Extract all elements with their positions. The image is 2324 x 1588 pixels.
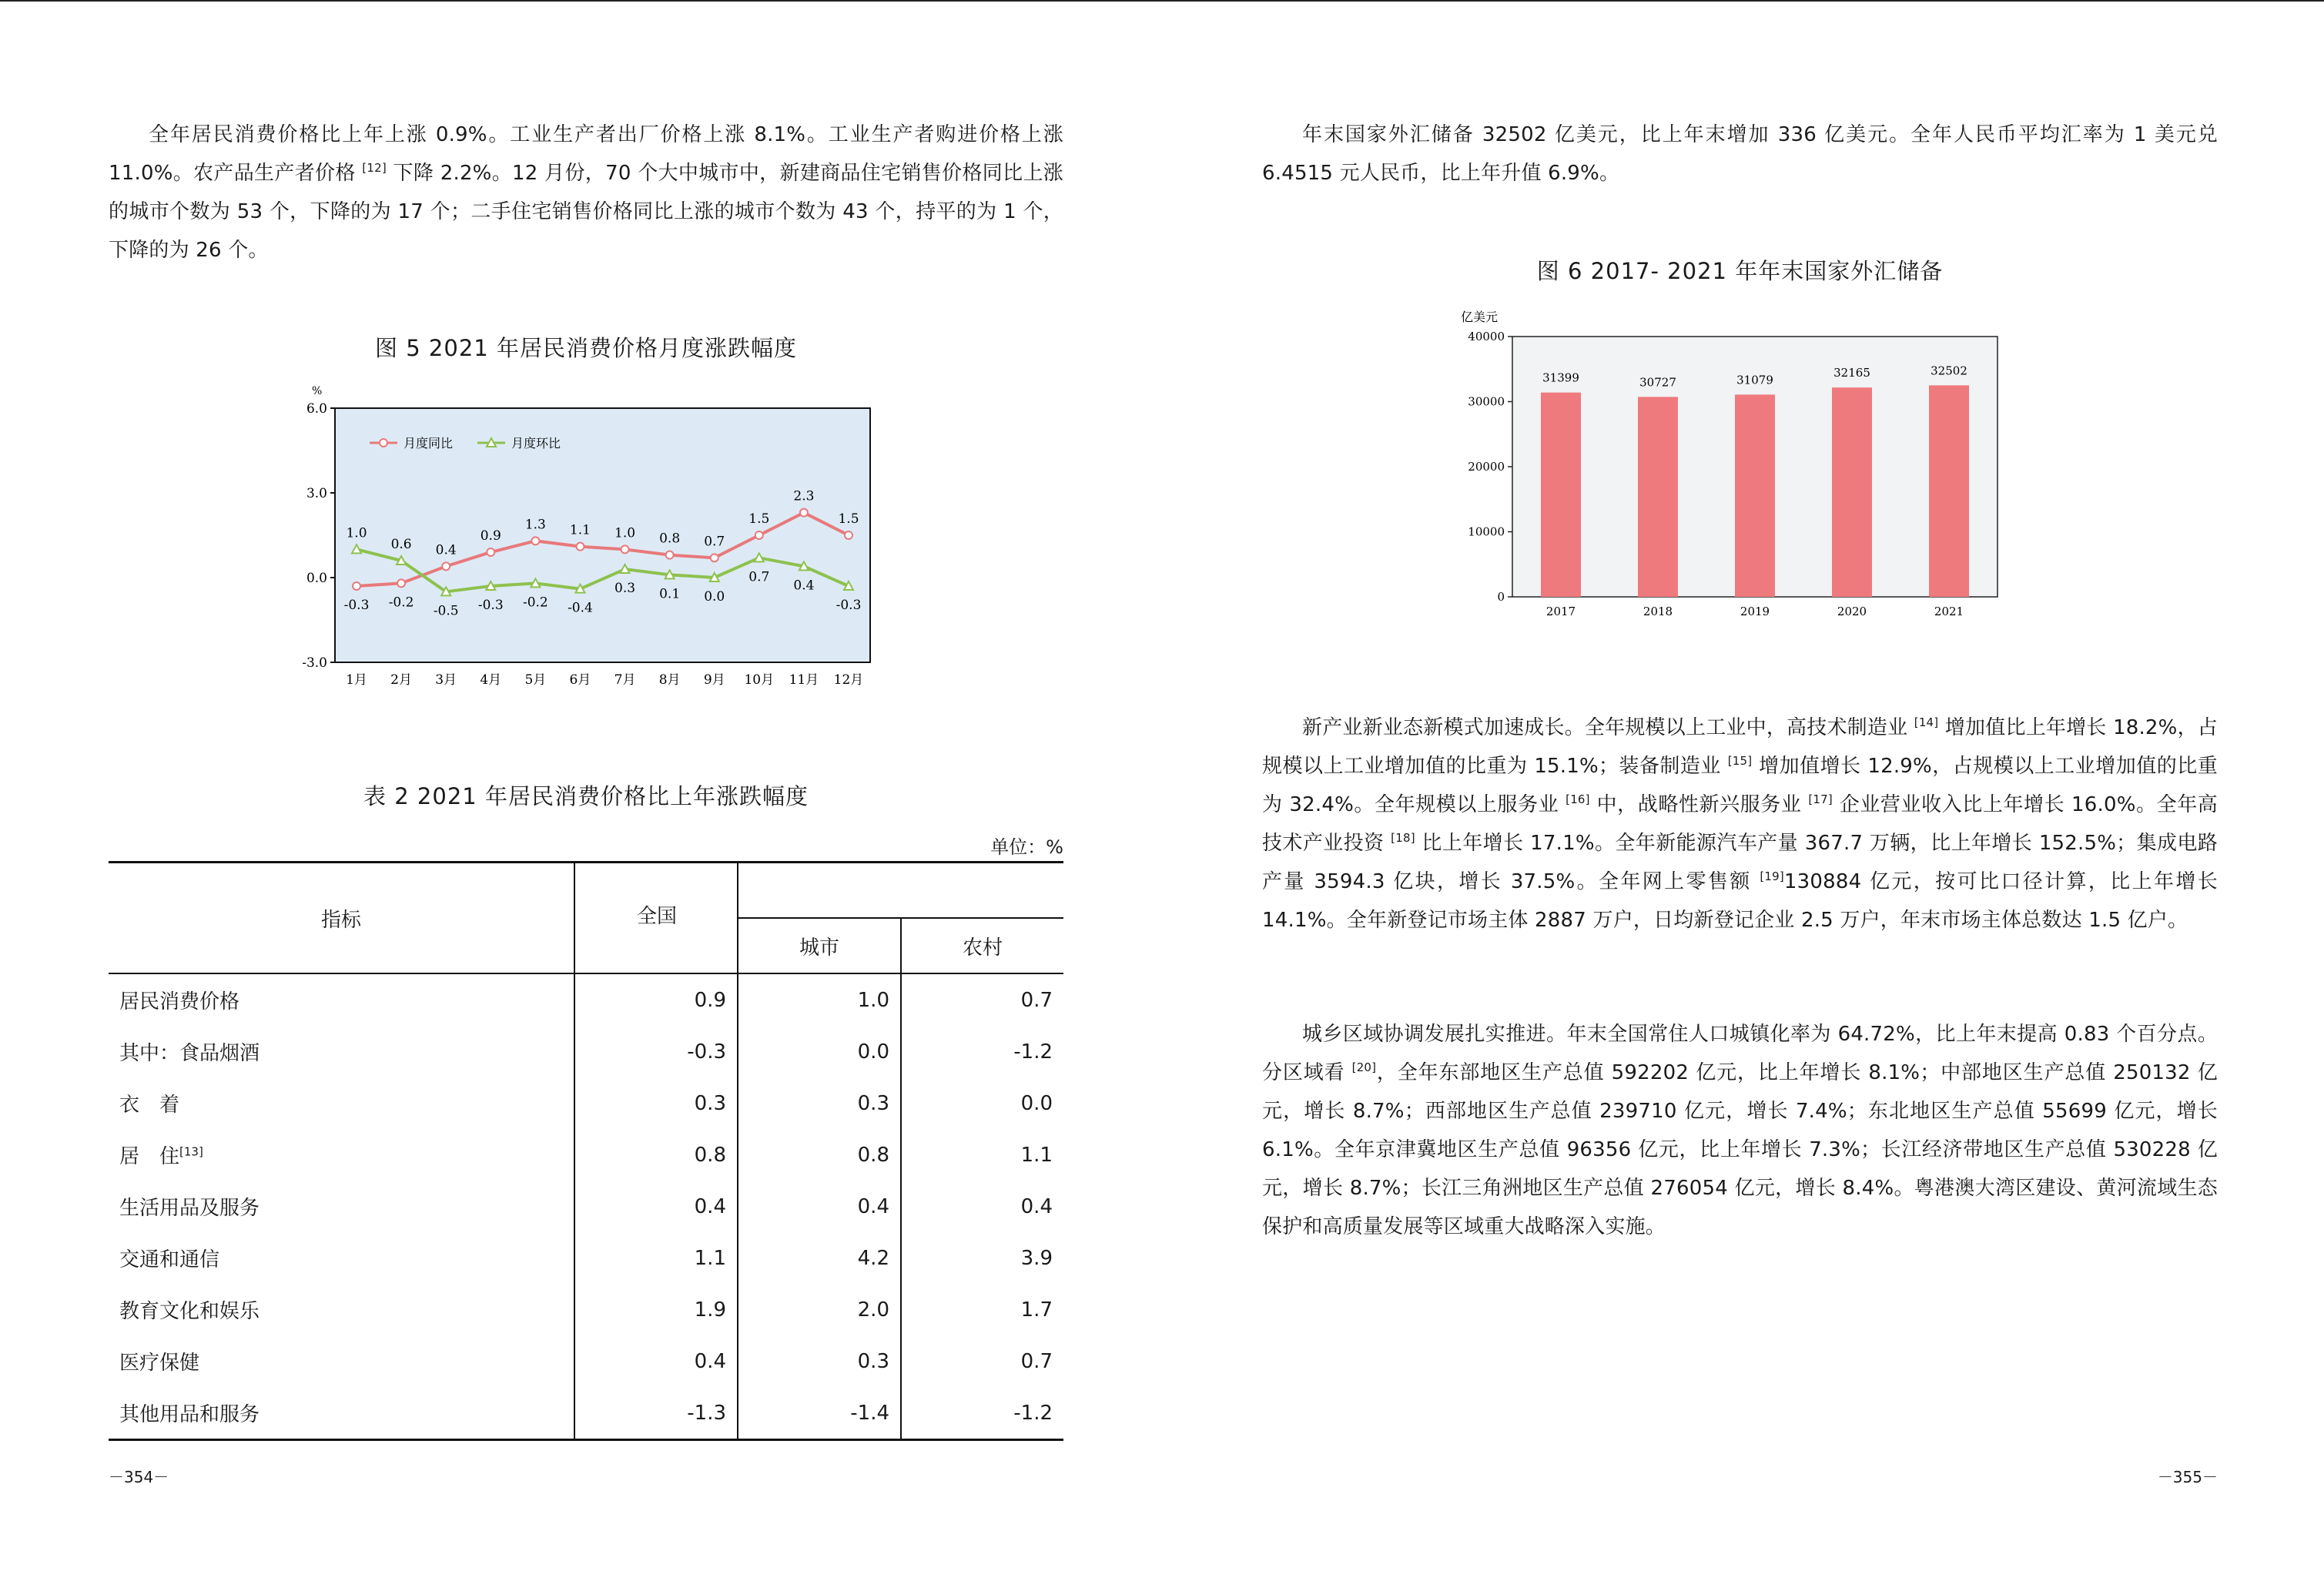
x-tick-label: 2月 [390, 672, 413, 688]
table-row [109, 973, 1063, 1026]
data-label-yoy: 0.4 [435, 542, 457, 558]
data-point-yoy [621, 545, 629, 553]
y-tick-label: 30000 [1468, 394, 1505, 409]
table-unit-row [109, 832, 1063, 859]
data-label-yoy: 2.3 [793, 488, 815, 504]
y-tick-label: 0.0 [306, 571, 327, 586]
legend-label: 月度同比 [404, 436, 454, 451]
row-label: 其他用品和服务 [119, 1403, 260, 1426]
cell-rural: -1.2 [901, 1387, 1063, 1440]
x-tick-label: 7月 [614, 672, 636, 688]
cell-city: 0.3 [738, 1077, 901, 1129]
x-tick-label: 11月 [789, 672, 819, 688]
row-label: 其中：食品烟酒 [119, 1042, 260, 1065]
row-label: 居民消费价格 [119, 990, 240, 1013]
header-indicator: 指标 [109, 863, 574, 974]
table-unit: 单位：% [990, 836, 1063, 858]
cell-city: 0.4 [738, 1181, 901, 1232]
legend-label: 月度环比 [511, 436, 561, 451]
cell-city: -1.4 [738, 1387, 901, 1440]
data-label-mom: -0.3 [836, 598, 862, 613]
row-label: 医疗保健 [119, 1352, 200, 1375]
cell-city: 4.2 [738, 1232, 901, 1284]
figure-5-title: 图 5 2021 年居民消费价格月度涨跌幅度 [375, 335, 797, 361]
cell-rural: 0.0 [901, 1077, 1063, 1129]
y-tick-label: 0 [1497, 590, 1505, 604]
x-tick-label: 10月 [744, 672, 775, 688]
cell-national: 0.4 [574, 1181, 738, 1232]
x-tick-label: 1月 [346, 672, 367, 688]
header-city: 城市 [738, 918, 901, 973]
data-label-mom: -0.5 [433, 603, 459, 619]
header-spacer [738, 863, 1063, 919]
table-row [109, 1335, 1063, 1387]
data-label-yoy: 1.0 [614, 525, 636, 541]
cell-rural: 0.4 [901, 1181, 1063, 1232]
footnote-13[interactable]: [13] [179, 1144, 203, 1159]
cell-national: 0.8 [574, 1129, 738, 1181]
footnote-17[interactable]: [17] [1808, 792, 1833, 806]
table-row [109, 1387, 1063, 1440]
data-label-mom: 0.7 [748, 569, 770, 585]
table-2 [109, 861, 1063, 1441]
cell-national: -1.3 [574, 1387, 738, 1440]
figure-5-line-chart [293, 385, 878, 693]
y-tick-label: 3.0 [306, 486, 327, 501]
cell-city: 0.0 [738, 1026, 901, 1077]
page-355 [1162, 0, 2324, 1588]
data-label-yoy: 0.9 [480, 528, 501, 544]
bar-value-label: 32502 [1931, 363, 1967, 378]
cell-city: 2.0 [738, 1284, 901, 1335]
x-tick-label: 6月 [569, 672, 591, 688]
data-point-yoy [487, 548, 494, 556]
y-unit-label: 亿美元 [1461, 310, 1499, 324]
data-label-yoy: -0.2 [388, 595, 414, 611]
x-tick-label: 2019 [1740, 605, 1770, 618]
cell-rural: 0.7 [901, 973, 1063, 1026]
x-tick-label: 8月 [658, 672, 681, 688]
cell-rural: 3.9 [901, 1232, 1063, 1284]
cell-rural: 0.7 [901, 1335, 1063, 1387]
footnote-16[interactable]: [16] [1566, 792, 1590, 806]
x-tick-label: 2018 [1643, 605, 1673, 618]
data-point-yoy [353, 582, 360, 590]
cell-national: 0.4 [574, 1335, 738, 1387]
table-row [109, 1181, 1063, 1232]
row-label: 衣 着 [119, 1094, 180, 1117]
cell-city: 0.8 [738, 1129, 901, 1181]
header-rural: 农村 [901, 918, 1063, 973]
y-tick-label: 10000 [1468, 524, 1505, 539]
bar-value-label: 31079 [1736, 373, 1773, 387]
table-row [109, 1026, 1063, 1077]
data-label-yoy: 0.7 [704, 534, 725, 550]
x-tick-label: 9月 [703, 672, 725, 688]
data-point-yoy [800, 509, 808, 517]
x-tick-label: 5月 [524, 672, 547, 688]
y-tick-label: 40000 [1468, 330, 1505, 343]
data-label-yoy: 1.3 [524, 517, 546, 533]
regional-paragraph: 城乡区域协调发展扎实推进。年末全国常住人口城镇化率为 64.72%，比上年末提高 0.83 个百分点。分区域看 [20]，全年东部地区生产总值 592202 亿元，比上年增长 8.1%；中部地区生产总值 250132 亿元，增长 8.7%；西部地区生产总值 239710 亿元，增长 7.4%；东北地区生产总值 55699 亿元，增长 6.1%。全年京津冀地区生产总值 96356 亿元，比上年增长 7.3%；长江经济带地区生产总值 530228 亿元，增长 8.7%；长江三角洲地区生产总值 276054 亿元，增长 8.4%。粤港澳大湾区建设、黄河流域生态保护和高质量发展等区域重大战略深入实施。 [1262, 1023, 2219, 1238]
cell-national: 1.9 [574, 1284, 738, 1335]
data-label-yoy: -0.3 [343, 598, 370, 613]
x-tick-label: 4月 [480, 672, 502, 688]
header-national: 全国 [574, 863, 738, 974]
legend-marker [380, 439, 387, 447]
bar-value-label: 30727 [1639, 375, 1676, 390]
data-label-yoy: 0.8 [659, 531, 681, 547]
x-tick-label: 2020 [1837, 605, 1867, 618]
page-number-right: －355－ [2157, 1468, 2218, 1486]
new-industries-paragraph: 新产业新业态新模式加速成长。全年规模以上工业中，高技术制造业 [14] 增加值比上年增长 18.2%，占规模以上工业增加值的比重为 15.1%；装备制造业 [15] 增加值增长 12.9%，占规模以上工业增加值的比重为 32.4%。全年规模以上服务业 [16] 中，战略性新兴服务业 [17] 企业营业收入比上年增长 16.0%。全年高技术产业投资 [18] 比上年增长 17.1%。全年新能源汽车产量 367.7 万辆，比上年增长 152.5%；集成电路产量 3594.3 亿块，增长 37.5%。全年网上零售额 [19]130884 亿元，按可比口径计算，比上年增长 14.1%。全年新登记市场主体 2887 万户，日均新登记企业 2.5 万户，年末市场主体总数达 1.5 亿户。 [1262, 715, 2219, 932]
data-label-mom: 0.4 [793, 578, 815, 594]
cell-rural: -1.2 [901, 1026, 1063, 1077]
bar-2019 [1735, 394, 1775, 597]
cpi-paragraph: 全年居民消费价格比上年上涨 0.9%。工业生产者出厂价格上涨 8.1%。工业生产者购进价格上涨 11.0%。农产品生产者价格 [12] 下降 2.2%。12 月份，70 个大中城市中，新建商品住宅销售价格同比上涨的城市个数为 53 个，下降的为 17 个；二手住宅销售价格同比上涨的城市个数为 43 个，持平的为 1 个，下降的为 26 个。 [109, 123, 1063, 262]
y-tick-label: 20000 [1468, 460, 1505, 474]
data-label-mom: 1.0 [346, 525, 367, 541]
data-point-yoy [755, 531, 763, 539]
table-row [109, 1129, 1063, 1181]
figure-6-title: 图 6 2017- 2021 年年末国家外汇储备 [1536, 258, 1944, 284]
bar-value-label: 32165 [1833, 366, 1870, 380]
data-label-mom: -0.4 [568, 600, 593, 616]
table-row [109, 1077, 1063, 1129]
figure-6-bar-chart [1447, 304, 2001, 628]
data-label-yoy: 1.5 [748, 511, 770, 527]
bar-2021 [1929, 385, 1969, 597]
row-label: 居 住[13] [119, 1144, 203, 1168]
cell-national: -0.3 [574, 1026, 738, 1077]
data-point-yoy [576, 543, 584, 551]
page-number-left: －354－ [109, 1468, 169, 1486]
row-label: 教育文化和娱乐 [119, 1300, 260, 1323]
data-point-yoy [666, 551, 674, 559]
cell-rural: 1.1 [901, 1129, 1063, 1181]
data-label-yoy: 1.5 [838, 511, 859, 527]
data-point-yoy [531, 537, 539, 544]
data-label-yoy: 1.1 [569, 522, 591, 538]
cell-rural: 1.7 [901, 1284, 1063, 1335]
footnote-15[interactable]: [15] [1727, 754, 1753, 768]
table-row [109, 1232, 1063, 1284]
data-point-yoy [711, 554, 718, 561]
table-2-body [109, 973, 1063, 1440]
table-row [109, 1284, 1063, 1335]
footnote-18[interactable]: [18] [1391, 831, 1415, 845]
y-tick-label: -3.0 [302, 655, 327, 671]
data-label-mom: 0.3 [614, 581, 636, 596]
data-label-mom: 0.6 [390, 537, 412, 552]
row-label: 生活用品及服务 [119, 1197, 260, 1220]
cell-national: 0.9 [574, 973, 738, 1026]
data-label-mom: 0.1 [659, 586, 681, 602]
y-tick-label: 6.0 [306, 401, 327, 417]
footnote-12[interactable]: [12] [362, 161, 387, 175]
bar-value-label: 31399 [1542, 370, 1579, 385]
footnote-20[interactable]: [20] [1351, 1060, 1377, 1074]
x-tick-label: 2017 [1545, 605, 1576, 618]
bar-2018 [1638, 397, 1678, 597]
cell-city: 0.3 [738, 1335, 901, 1387]
cell-city: 1.0 [738, 973, 901, 1026]
x-tick-label: 3月 [435, 672, 457, 688]
data-label-mom: -0.3 [477, 598, 504, 613]
bar-2017 [1541, 393, 1581, 597]
data-label-mom: 0.0 [704, 589, 725, 605]
x-tick-label: 2021 [1934, 605, 1964, 618]
y-unit-label: % [312, 385, 323, 397]
footnote-19[interactable]: [19] [1760, 869, 1784, 883]
data-point-yoy [397, 579, 405, 587]
data-label-mom: -0.2 [522, 595, 548, 611]
table-2-title: 表 2 2021 年居民消费价格比上年涨跌幅度 [363, 783, 809, 809]
data-point-yoy [442, 562, 450, 570]
data-point-yoy [845, 531, 852, 539]
bar-2020 [1832, 387, 1872, 597]
cell-national: 1.1 [574, 1232, 738, 1284]
row-label: 交通和通信 [119, 1248, 220, 1271]
footnote-14[interactable]: [14] [1914, 715, 1939, 729]
forex-paragraph: 年末国家外汇储备 32502 亿美元，比上年末增加 336 亿美元。全年人民币平均汇率为 1 美元兑 6.4515 元人民币，比上年升值 6.9%。 [1262, 123, 2218, 185]
cell-national: 0.3 [574, 1077, 738, 1129]
x-tick-label: 12月 [833, 672, 864, 688]
